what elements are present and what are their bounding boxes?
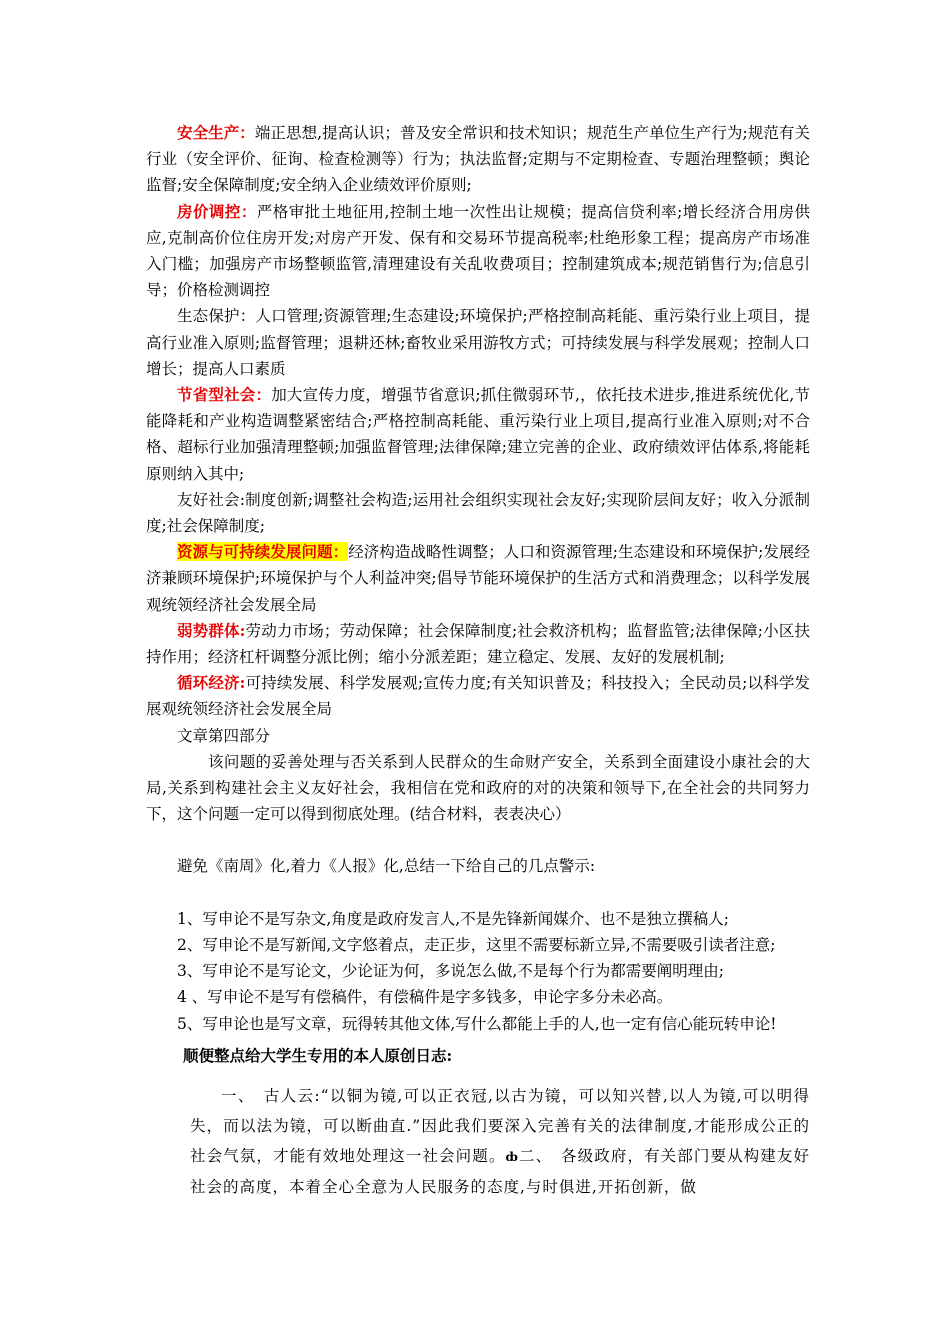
topic-section-saving-society <box>146 382 810 487</box>
paragraph <box>146 618 810 670</box>
topic-section-housing <box>146 199 810 304</box>
topic-text: 劳动力市场；劳动保障；社会保障制度;社会救济机构；监督监管;法律保障;小区扶持作用；经济杠杆调整分派比例；缩小分派差距；建立稳定、发展、友好的发展机制; <box>146 621 810 667</box>
diary-body <box>190 1081 810 1202</box>
topic-section-ecology <box>146 303 810 382</box>
paragraph <box>146 120 810 199</box>
topic-text: 友好社会:制度创新;调整社会构造;运用社会组织实现社会友好;实现阶层间友好；收入分派制度;社会保障制度; <box>146 490 810 536</box>
spacer <box>146 827 810 853</box>
tips-intro: 避免《南周》化,着力《人报》化,总结一下给自己的几点警示: <box>177 857 596 876</box>
topic-text: 严格审批土地征用,控制土地一次性出让规模；提高信贷利率;增长经济合用房供应,克制高价位住房开发;对房产开发、保有和交易环节提高税率;杜绝形象工程；提高房产市场准入门槛；加强房产市场整顿监管,清理建设有关乱收费项目；控制建筑成本;规范销售行为;信息引导；价格检测调控 <box>146 202 810 300</box>
topic-section-harmony <box>146 487 810 539</box>
topic-keyword: 节省型社会： <box>177 385 272 405</box>
topic-text: 生态保护：人口管理;资源管理;生态建设;环境保护;严格控制高耗能、重污染行业上项目，提高行业准入原则;监督管理；退耕还林;畜牧业采用游牧方式；可持续发展与科学发展观；控制人口增长；提高人口素质 <box>146 307 810 378</box>
part4-body: 该问题的妥善处理与否关系到人民群众的生命财产安全，关系到全面建设小康社会的大局,关系到构建社会主义友好社会，我相信在党和政府的对的决策和领导下,在全社会的共同努力下，这个问题一定可以得到彻底处理。(结合材料，表表决心） <box>146 752 810 824</box>
paragraph <box>146 303 810 382</box>
diary-part-one: 一、 古人云:“以铜为镜,可以正衣冠,以古为镜，可以知兴替,以人为镜,可以明得失，而以法为镜，可以断曲直.”因此我们要深入完善有关的法律制度,才能形成公正的社会气氛，才能有效地处理这一社会问题。 <box>190 1086 810 1165</box>
part4-heading: 文章第四部分 <box>177 726 271 745</box>
paragraph <box>146 487 810 539</box>
paragraph <box>146 539 810 618</box>
paragraph <box>146 382 810 487</box>
diary-part-two: 二、 各级政府，有关部门要从构建友好社会的高度，本着全心全意为人民服务的态度,与时俱进,开拓创新，做 <box>190 1146 810 1196</box>
topic-section-circular-economy <box>146 670 810 722</box>
list-item: 1、写申论不是写杂文,角度是政府发言人,不是先锋新闻媒介、也不是独立撰稿人; <box>177 909 729 928</box>
list-item: 5、写申论也是写文章，玩得转其他文体,写什么都能上手的人,也一定有信心能玩转申论! <box>177 1014 777 1033</box>
topic-keyword: 安全生产： <box>177 123 255 142</box>
topic-section-safety <box>146 120 810 199</box>
bullet-mark-icon: ȸ <box>505 1149 519 1164</box>
list-item: 2、写申论不是写新闻,文字悠着点，走正步，这里不需要标新立异,不需要吸引读者注意; <box>177 935 776 954</box>
paragraph <box>146 199 810 304</box>
list-item: 3、写申论不是写论文，少论证为何，多说怎么做,不是每个行为都需要阐明理由; <box>177 962 725 981</box>
spacer <box>146 880 810 906</box>
document-page <box>146 120 810 1202</box>
topic-keyword: 循环经济: <box>177 673 246 693</box>
topic-section-vulnerable-groups <box>146 618 810 670</box>
topic-text: 加大宣传力度，增强节省意识;抓住微弱环节,，依托技术进步,推进系统优化,节能降耗和产业构造调整紧密结合;严格控制高耗能、重污染行业上项目,提高行业准入原则;对不合格、超标行业加强清理整顿;加强监督管理;法律保障;建立完善的企业、政府绩效评估体系,将能耗原则纳入其中; <box>146 386 810 483</box>
topic-text: 经济构造战略性调整；人口和资源管理;生态建设和环境保护;发展经济兼顾环境保护;环境保护与个人利益冲突;倡导节能环境保护的生活方式和消费理念；以科学发展观统领经济社会发展全局 <box>146 543 810 614</box>
topic-keyword: 房价调控： <box>177 201 257 221</box>
tips-list <box>146 906 810 1037</box>
topic-keyword: 弱势群体: <box>177 620 246 640</box>
topic-text: 可持续发展、科学发展观;宣传力度;有关知识普及；科技投入；全民动员;以科学发展观统领经济社会发展全局 <box>146 674 810 719</box>
diary-title: 顺便整点给大学生专用的本人原创日志: <box>183 1045 453 1065</box>
topic-text: 端正思想,提高认识；普及安全常识和技术知识；规范生产单位生产行为;规范有关行业（安全评价、征询、检查检测等）行为；执法监督;定期与不定期检查、专题治理整顿；舆论监督;安全保障制度;安全纳入企业绩效评价原则; <box>146 124 810 195</box>
topic-keyword: 资源与可持续发展问题： <box>177 542 349 562</box>
list-item: 4 、写申论不是写有偿稿件，有偿稿件是字多钱多，申论字多分未必高。 <box>177 988 673 1007</box>
paragraph <box>146 670 810 722</box>
topic-section-resources <box>146 539 810 618</box>
